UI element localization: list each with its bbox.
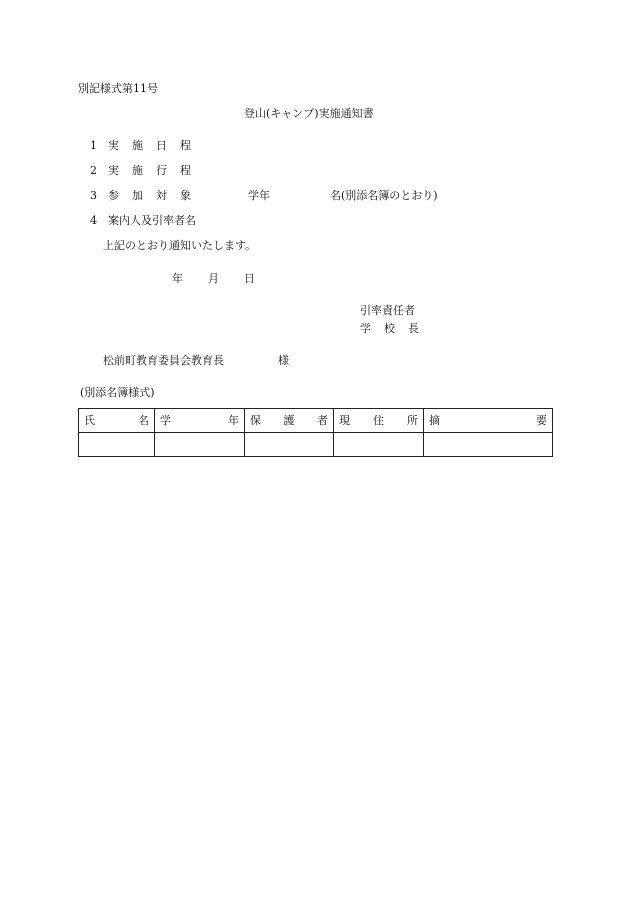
header-char: 要 [536,413,547,427]
header-char: 住 [373,413,384,427]
addressee-name: 松前町教育委員会教育長 [103,354,224,367]
item-label-char: 施 [132,164,143,177]
addressee-honorific: 様 [278,354,289,367]
table-cell [334,433,424,457]
item-number: 3 [90,189,97,202]
item-label-char: 実 [108,164,119,177]
item-label-char: 日 [156,139,167,152]
table-header-row [79,409,553,433]
header-name [79,409,155,433]
header-char: 名 [138,413,149,427]
attachment-title: (別添名簿様式) [80,386,155,399]
item-label-char: 実 [108,139,119,152]
header-grade [155,409,245,433]
document-title: 登山(キャンプ)実施通知書 [244,107,374,120]
principal-char: 学 [360,322,371,335]
date-month: 月 [208,272,219,285]
item-label: 案内人及引率者名 [108,214,196,227]
table-row [79,433,553,457]
header-char: 者 [317,413,328,427]
header-char: 氏 [84,413,95,427]
table-cell [79,433,155,457]
header-char: 所 [407,413,418,427]
item-number: 2 [90,164,97,177]
responsible-title: 引率責任者 [360,304,415,317]
principal-char: 校 [384,322,395,335]
notice-text: 上記のとおり通知いたします。 [103,239,257,252]
header-char: 保 [250,413,261,427]
item-label-char: 加 [132,189,143,202]
grade-suffix: 学年 [248,189,270,202]
header-char: 現 [339,413,350,427]
item-label-char: 程 [180,139,191,152]
form-number: 別記様式第11号 [78,82,158,95]
count-suffix: 名(別添名簿のとおり) [330,189,438,202]
header-char: 護 [283,413,295,427]
item-number: 1 [90,139,97,152]
date-day: 日 [244,272,255,285]
header-char: 摘 [429,413,440,427]
date-year: 年 [172,272,183,285]
header-address [334,409,424,433]
item-label-char: 程 [180,164,191,177]
header-guardian [245,409,334,433]
item-label-char: 対 [156,189,167,202]
header-char: 年 [228,413,239,427]
table-cell [245,433,334,457]
item-label-char: 施 [132,139,143,152]
table-cell [155,433,245,457]
item-label-char: 象 [180,189,191,202]
header-remarks [424,409,553,433]
item-number: 4 [90,214,97,227]
item-label-char: 行 [156,164,167,177]
header-char: 学 [160,413,171,427]
principal-char: 長 [408,322,419,335]
item-label-char: 参 [108,189,119,202]
roster-table [78,408,553,457]
table-cell [424,433,553,457]
